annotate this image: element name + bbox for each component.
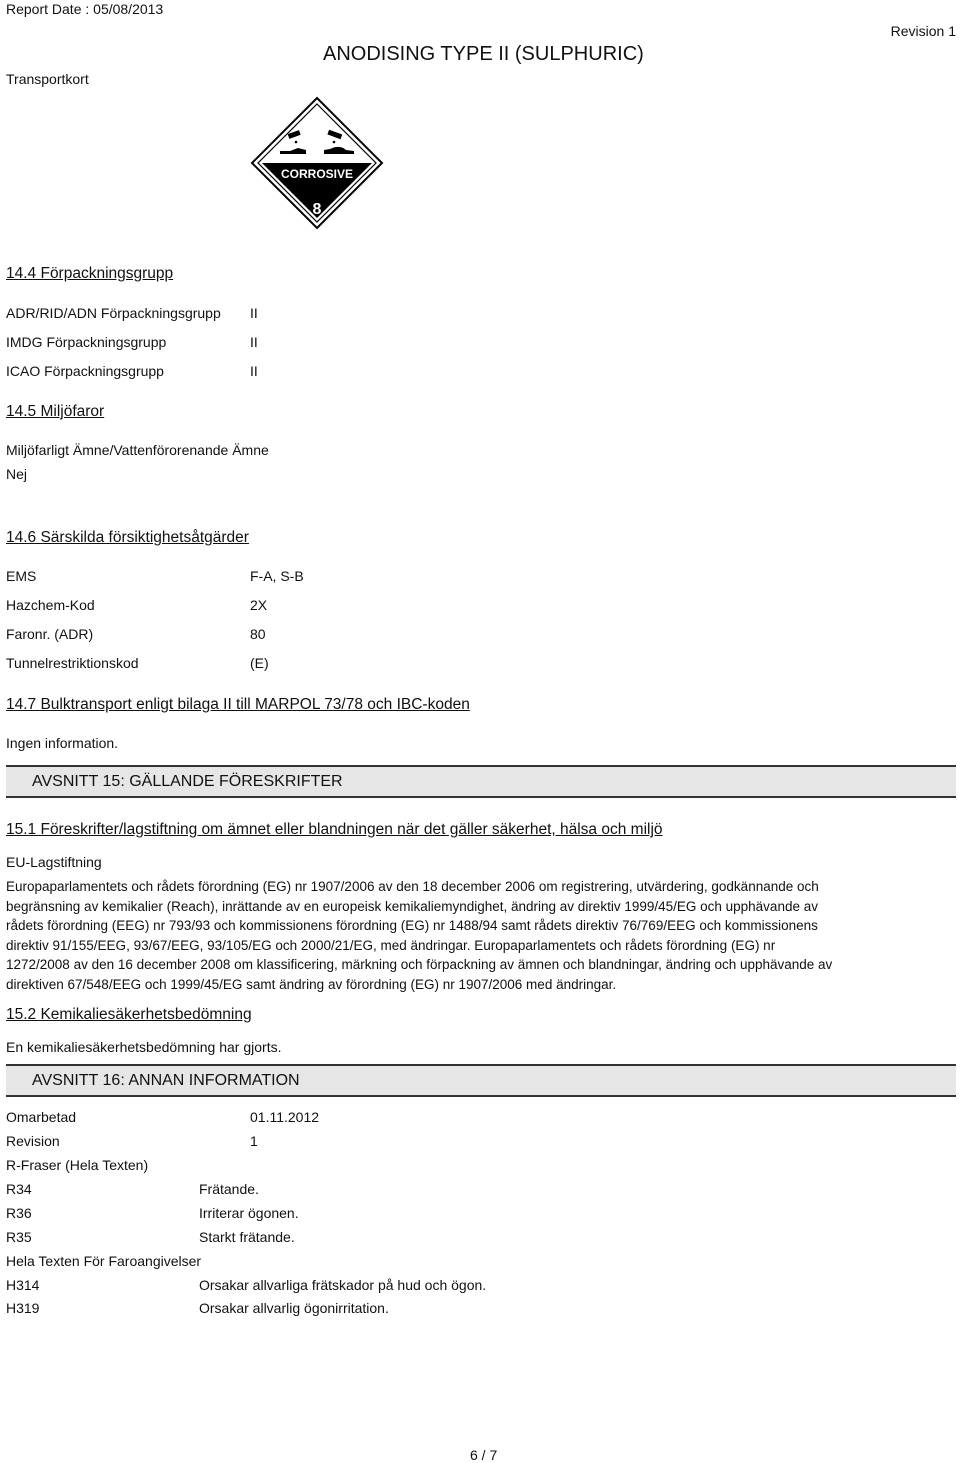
- text-line: Europaparlamentets och rådets förordning (EG) nr 1907/2006 av den 18 december 2006 om registrering, utvärdering, godkännande och: [6, 879, 819, 894]
- chemical-safety-text: En kemikaliesäkerhetsbedömning har gjorts.: [6, 1039, 282, 1055]
- text-line: begränsning av kemikalier (Reach), inrättande av en europeisk kemikaliemyndighet, ändring av direktiv 1999/45/EG och upphävande av: [6, 898, 818, 914]
- r-phrase-text: Frätande.: [199, 1181, 259, 1197]
- page-number: 6 / 7: [470, 1447, 498, 1463]
- placard-label: CORROSIVE: [280, 167, 354, 181]
- precaution-label: Faronr. (ADR): [6, 626, 94, 642]
- packing-group-value: II: [250, 334, 258, 350]
- revision-number-value: 1: [250, 1133, 258, 1149]
- precaution-value: 80: [250, 626, 266, 642]
- section-14-6-heading: 14.6 Särskilda försiktighetsåtgärder: [6, 529, 249, 546]
- precaution-label: Hazchem-Kod: [6, 597, 95, 613]
- report-date: Report Date : 05/08/2013: [6, 1, 164, 17]
- document-subtitle: Transportkort: [6, 71, 89, 87]
- section-16-band: [6, 1064, 956, 1097]
- r-phrase-text: Irriterar ögonen.: [199, 1205, 299, 1221]
- section-15-title: AVSNITT 15: GÄLLANDE FÖRESKRIFTER: [32, 773, 343, 790]
- revised-date: 01.11.2012: [250, 1109, 320, 1125]
- text-line: 1272/2008 av den 16 december 2008 om klassificering, märkning och förpackning av ämnen och blandningar, ändring och upphävande av: [6, 957, 833, 972]
- section-14-7-heading: 14.7 Bulktransport enligt bilaga II till MARPOL 73/78 och IBC-koden: [6, 696, 470, 713]
- text-line: rådets förordning (EEG) nr 793/93 och kommissionens förordning (EG) nr 1488/94 samt rådets direktiv 76/769/EEG och kommissionens: [6, 918, 818, 933]
- precaution-value: 2X: [250, 597, 268, 613]
- section-16-title: AVSNITT 16: ANNAN INFORMATION: [32, 1072, 300, 1089]
- text-line: direktiven 67/548/EEG och 1999/45/EG samt ändring av förordning (EG) nr 1907/2006 med ändringar.: [6, 976, 617, 992]
- corrosive-placard: [250, 96, 384, 230]
- packing-group-value: II: [250, 305, 258, 321]
- section-15-1-heading: 15.1 Föreskrifter/lagstiftning om ämnet eller blandningen när det gäller säkerhet, hälsa och miljö: [6, 821, 663, 838]
- text-line: direktiv 91/155/EEG, 93/67/EEG, 93/105/EG och 2000/21/EG, med ändringar. Europaparlamentets och rådets förordning (EG) nr: [6, 937, 776, 953]
- section-15-band: [6, 765, 956, 798]
- packing-group-value: II: [250, 363, 258, 379]
- precaution-label: EMS: [6, 568, 37, 584]
- environmental-hazard-value: Nej: [6, 466, 28, 482]
- r-phrase-code: R34: [6, 1181, 32, 1197]
- r-phrase-code: R35: [6, 1229, 32, 1245]
- r-phrase-text: Starkt frätande.: [199, 1229, 295, 1245]
- revised-label: Omarbetad: [6, 1109, 77, 1125]
- h-statement-code: H314: [6, 1277, 40, 1293]
- packing-group-label: IMDG Förpackningsgrupp: [6, 334, 167, 350]
- packing-group-label: ADR/RID/ADN Förpackningsgrupp: [6, 305, 221, 321]
- revision-label: Revision 1: [890, 23, 956, 39]
- document-title: ANODISING TYPE II (SULPHURIC): [323, 43, 644, 65]
- section-15-2-heading: 15.2 Kemikaliesäkerhetsbedömning: [6, 1006, 252, 1023]
- precaution-value: (E): [250, 655, 269, 671]
- packing-group-label: ICAO Förpackningsgrupp: [6, 363, 164, 379]
- h-statements-heading: Hela Texten För Faroangivelser: [6, 1253, 202, 1269]
- r-phrase-code: R36: [6, 1205, 32, 1221]
- eu-legislation-label: EU-Lagstiftning: [6, 854, 102, 870]
- bulk-transport-text: Ingen information.: [6, 735, 119, 751]
- revision-number-label: Revision: [6, 1133, 60, 1149]
- corrosive-hazard-icon: [250, 96, 384, 230]
- h-statement-text: Orsakar allvarlig ögonirritation.: [199, 1300, 389, 1316]
- precaution-value: F-A, S-B: [250, 568, 304, 584]
- environmental-hazard-label: Miljöfarligt Ämne/Vattenförorenande Ämne: [6, 442, 269, 458]
- section-14-4-heading: 14.4 Förpackningsgrupp: [6, 265, 174, 282]
- eu-legislation-text: [6, 877, 906, 994]
- h-statement-code: H319: [6, 1300, 40, 1316]
- section-14-5-heading: 14.5 Miljöfaror: [6, 403, 105, 420]
- precaution-label: Tunnelrestriktionskod: [6, 655, 139, 671]
- placard-class-number: 8: [312, 201, 322, 218]
- h-statement-text: Orsakar allvarliga frätskador på hud och ögon.: [199, 1277, 487, 1293]
- r-phrases-heading: R-Fraser (Hela Texten): [6, 1157, 149, 1173]
